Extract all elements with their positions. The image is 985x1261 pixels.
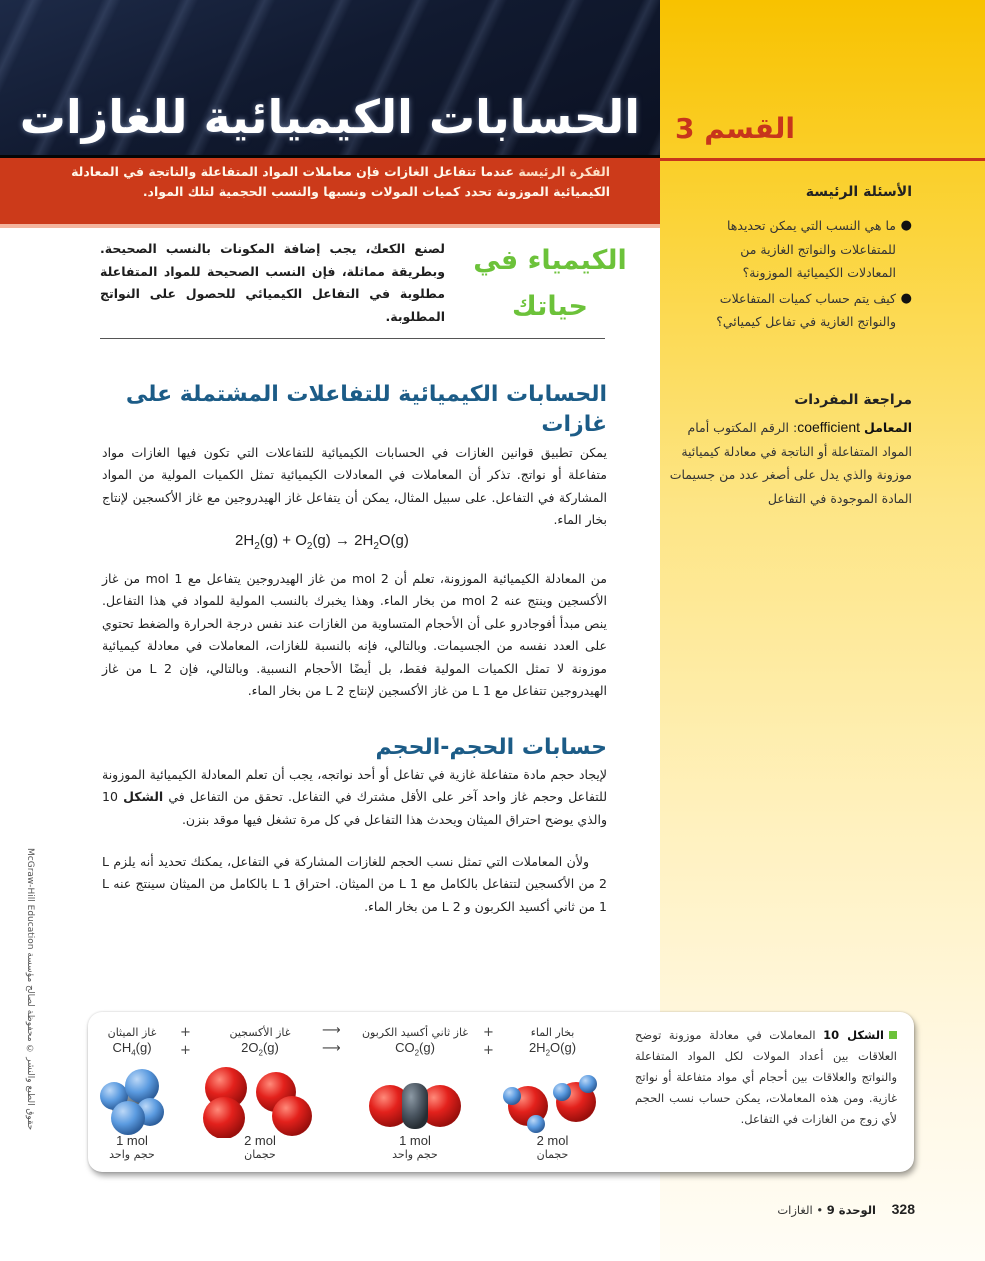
state: (g) — [259, 532, 279, 549]
vocabulary-definition — [668, 416, 912, 510]
chemistry-in-life-title — [465, 238, 635, 330]
formula-rest: (g) — [419, 1040, 435, 1055]
molecule-formula — [92, 1040, 172, 1062]
volume-label: حجمان — [536, 1148, 569, 1161]
carbon-dioxide-molecule-icon — [360, 1066, 470, 1138]
page-title: الحسابات الكيميائية للغازات — [19, 90, 640, 144]
plus-sign: + — [278, 532, 296, 549]
essential-questions-title: الأسئلة الرئيسة — [805, 184, 912, 200]
essential-questions-list — [690, 214, 912, 334]
methane-molecule-icon — [92, 1066, 172, 1138]
molecule-formula — [500, 1040, 605, 1062]
bullet-icon: • — [816, 1203, 824, 1217]
mole-quantity: 1 mol — [399, 1133, 431, 1148]
text: 10 والذي يوضح احتراق الميثان ويحدث هذا التفاعل في كل مرة تشغل فيها موقد بنزن. — [102, 789, 607, 827]
big-idea-body: عندما تتفاعل الغازات فإن معاملات المواد المتفاعلة والناتجة في المعادلة الكيميائية الموزونة تحدد كميات المولات ونسبها والنسب الحجمية لتلك المواد. — [71, 164, 610, 199]
volume-label: حجمان — [244, 1148, 276, 1161]
big-idea-text — [40, 162, 610, 202]
molecule-name: غاز الميثان — [107, 1026, 157, 1039]
section-heading-gas-stoichiometry: الحسابات الكيميائية للتفاعلات المشتملة على غازات — [125, 382, 607, 437]
mole-quantity: 2 mol — [536, 1133, 569, 1148]
subscript: 2 — [254, 541, 260, 552]
section-divider — [660, 158, 985, 161]
vocab-definition-text: : الرقم المكتوب أمام المواد المتفاعلة أو الناتجة في معادلة كيميائية موزونة والذي يدل على أصغر عدد من جسيمات المادة الموجودة في التفاعل — [669, 420, 912, 506]
formula-rest: (g) — [135, 1040, 152, 1055]
plus-sign: + — [483, 1025, 494, 1040]
chemistry-in-life-title-line1: الكيمياء في — [473, 245, 627, 276]
formula-main: 2O — [241, 1040, 259, 1055]
water-molecule-icon — [500, 1066, 605, 1138]
plus-sign: + — [180, 1025, 191, 1040]
caption-text: المعاملات في معادلة موزونة توضح العلاقات بين أعداد المولات لكل المواد المتفاعلة والنواتج والعلاقات بين أحجام أي مواد متفاعلة أو نواتج غازية. ومن هذه المعاملات، يمكن حساب نسب الحجم لأي زوج من الغازات في التفاعل. — [635, 1028, 897, 1126]
mole-quantity: 2 mol — [244, 1133, 276, 1148]
big-idea-label: الفكرة الرئيسة — [518, 164, 610, 179]
formula-main: CH — [112, 1040, 132, 1055]
question-text: كيف يتم حساب كميات المتفاعلات والنواتج الغازية في تفاعل كيميائي؟ — [716, 290, 896, 329]
mole-quantity: 1 mol — [116, 1133, 148, 1148]
equation-term: 2H — [235, 532, 255, 549]
equation-term: O — [295, 532, 307, 549]
molecule-carbon-dioxide — [360, 1025, 470, 1170]
paragraph — [102, 764, 607, 831]
paragraph: ولأن المعاملات التي تمثل نسب الحجم للغازات المشاركة في التفاعل، يمكنك تحديد أنه يلزم L 2 من الأكسجين لتتفاعل بالكامل مع L 1 من الميثان. احتراق L 1 بالكامل من الميثان سينتج عنه L 1 من ثاني أكسيد الكربون و L 2 من بخار الماء. — [102, 854, 607, 914]
arrow-icon: → — [330, 532, 355, 549]
plus-sign: + — [180, 1043, 191, 1058]
subscript: 2 — [373, 541, 379, 552]
formula-rest: (g) — [262, 1040, 279, 1055]
unit-label: الوحدة 9 — [826, 1203, 876, 1217]
hero-banner — [0, 0, 660, 158]
volume-label: حجم واحد — [109, 1148, 155, 1161]
molecule-name: غاز ثاني أكسيد الكربون — [361, 1026, 469, 1039]
molecule-formula — [360, 1040, 470, 1062]
subscript: 2 — [306, 541, 313, 552]
subscript: 2 — [258, 1048, 263, 1058]
subscript: 2 — [414, 1048, 420, 1058]
section-label: القسم 3 — [675, 112, 795, 145]
molecule-water — [500, 1025, 605, 1170]
vocab-term: المعامل — [863, 420, 912, 435]
figure-caption — [635, 1025, 897, 1130]
molecule-methane — [92, 1025, 172, 1170]
text: لإيجاد حجم مادة متفاعلة غازية في تفاعل أو أحد نواتجه، يجب أن تعلم المعادلة الكيميائية الموزونة للتفاعل وحجم غاز واحد آخر على الأقل مشترك في التفاعل. تحقق من التفاعل في — [102, 767, 607, 805]
equation-term: O(g) — [378, 532, 409, 549]
molecule-oxygen — [200, 1025, 320, 1170]
formula-main: 2H — [528, 1040, 546, 1055]
subscript: 4 — [131, 1048, 136, 1058]
paragraph: يمكن تطبيق قوانين الغازات في الحسابات الكيميائية للتفاعلات التي تكون فيها الغازات مواد متفاعلة أو نواتج. تذكر أن المعاملات في المعادلات الكيميائية تمثل الكميات المولية من المواد المشاركة في التفاعل. على سبيل المثال، يمكن أن يتفاعل غاز الهيدروجين مع غاز الأكسجين لإنتاج بخار الماء. — [102, 445, 607, 528]
arrow-icon: ⟶ — [322, 1023, 341, 1038]
chemistry-in-life-text: لصنع الكعك، يجب إضافة المكونات بالنسب الصحيحة. وبطريقة مماثلة، فإن النسب الصحيحة للمواد المتفاعلة مطلوبة في التفاعل الكيميائي للحصول على النواتج المطلوبة. — [100, 241, 445, 324]
big-idea-band — [0, 158, 660, 228]
paragraph: من المعادلة الكيميائية الموزونة، تعلم أن 2 mol من غاز الهيدروجين يتفاعل مع 1 mol من غاز الأكسجين وينتج عنه 2 mol من بخار الماء. وهذا يخبرك بالنسب المولية للمواد في هذا التفاعل. ينص مبدأ أفوجادرو على أن الأحجام المتساوية من الغازات عند نفس درجة الحرارة والضغط تحتوي على العدد نفسه من الجسيمات. وبالتالي، فإنه بالنسبة للغازات، المعاملات في معادلة كيميائية موزونة لا تمثل الكميات المولية فقط، بل أيضًا الأحجام النسبية. وبالتالي، فإن L 2 من غاز الهيدروجين تتفاعل مع L 1 من غاز الأكسجين لإنتاج L 2 من بخار الماء. — [102, 571, 608, 699]
molecule-name: بخار الماء — [530, 1026, 575, 1039]
oxygen-molecule-icon — [200, 1066, 320, 1138]
question-item — [690, 287, 912, 334]
green-square-icon — [889, 1031, 897, 1039]
question-item — [690, 214, 912, 285]
volume-label: حجم واحد — [392, 1148, 438, 1161]
vocabulary-review-title: مراجعة المفردات — [794, 392, 912, 408]
question-text: ما هي النسب التي يمكن تحديدها للمتفاعلات والنواتج الغازية من المعادلات الكيميائية الموزونة؟ — [726, 218, 896, 280]
copyright-notice: McGraw-Hill Education حقوق الطبع والنشر © محفوظة لصالح مؤسسة — [25, 848, 35, 1131]
page-number: 328 — [891, 1201, 915, 1217]
molecule-name: غاز الأكسجين — [229, 1026, 291, 1039]
divider — [100, 338, 605, 339]
subscript: 2 — [545, 1048, 551, 1058]
chemical-equation — [235, 532, 409, 552]
figure-reference[interactable]: الشكل — [123, 789, 164, 805]
formula-rest: O(g) — [550, 1040, 577, 1055]
figure-label: الشكل 10 — [823, 1028, 884, 1042]
page-footer — [755, 1201, 915, 1217]
molecule-formula — [200, 1040, 320, 1062]
bullet-icon: ● — [900, 290, 912, 306]
chemistry-in-life-title-line2: حياتك — [512, 291, 588, 322]
arrow-icon: ⟶ — [322, 1041, 341, 1056]
section-heading-volume-volume: حسابات الحجم-الحجم — [375, 735, 607, 760]
formula-main: CO — [395, 1040, 415, 1055]
equation-term: 2H — [354, 532, 374, 549]
bullet-icon: ● — [900, 218, 912, 233]
plus-sign: + — [483, 1043, 494, 1058]
vocab-term-english: coefficient — [797, 419, 860, 435]
state: (g) — [312, 532, 331, 549]
chapter-label: الغازات — [777, 1203, 813, 1217]
